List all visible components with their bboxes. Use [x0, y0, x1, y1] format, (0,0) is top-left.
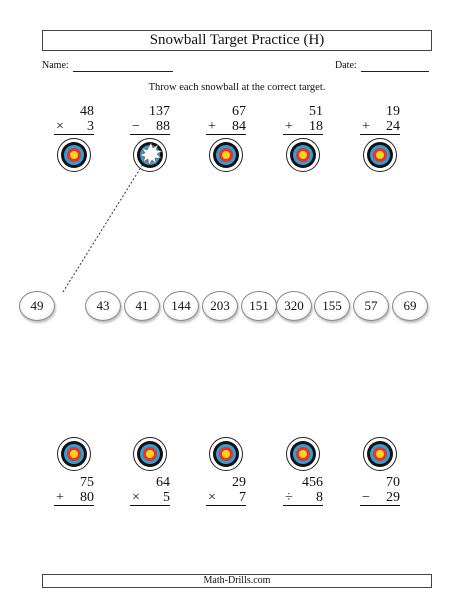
target-icon[interactable]: [363, 437, 397, 471]
bottom-problem-1-op: +: [56, 490, 64, 505]
bottom-problem-1-b: 80: [80, 490, 94, 505]
name-label: Name:: [42, 60, 69, 71]
snowball-6[interactable]: 151: [241, 291, 277, 321]
top-problem-2-a: 137: [149, 104, 170, 119]
top-problem-4-op: +: [285, 119, 293, 134]
bottom-problem-5: [360, 475, 400, 506]
bottom-problem-3: [206, 475, 246, 506]
snowball-2[interactable]: 43: [85, 291, 121, 321]
top-problem-4-b: 18: [309, 119, 323, 134]
target-icon[interactable]: [286, 437, 320, 471]
top-problem-4-a: 51: [309, 104, 323, 119]
snowball-8[interactable]: 155: [314, 291, 350, 321]
target-icon[interactable]: [57, 437, 91, 471]
bottom-problem-4-a: 456: [302, 475, 323, 490]
top-problem-3-a: 67: [232, 104, 246, 119]
bottom-problem-4-op: ÷: [285, 490, 293, 505]
snowball-1[interactable]: 49: [19, 291, 55, 321]
snowball-10[interactable]: 69: [392, 291, 428, 321]
instructions: Throw each snowball at the correct target.: [148, 82, 326, 93]
target-icon[interactable]: [209, 437, 243, 471]
snowball-3[interactable]: 41: [124, 291, 160, 321]
top-problem-5-op: +: [362, 119, 370, 134]
top-problem-5-a: 19: [386, 104, 400, 119]
bottom-problem-3-op: ×: [208, 490, 216, 505]
bottom-problem-2-op: ×: [132, 490, 140, 505]
top-problem-2-b: 88: [156, 119, 170, 134]
worksheet-title: Snowball Target Practice (H): [42, 30, 432, 51]
bottom-problem-3-a: 29: [232, 475, 246, 490]
top-problem-1-a: 48: [80, 104, 94, 119]
footer-site-name[interactable]: Math-Drills.com: [42, 574, 432, 588]
bottom-problem-2: [130, 475, 170, 506]
top-problem-2-op: −: [132, 119, 140, 134]
bottom-problem-1-a: 75: [80, 475, 94, 490]
top-problem-5-b: 24: [386, 119, 400, 134]
bottom-problem-1: [54, 475, 94, 506]
snowball-9[interactable]: 57: [353, 291, 389, 321]
bottom-problem-4: [283, 475, 323, 506]
bottom-problem-4-b: 8: [316, 490, 323, 505]
snowball-5[interactable]: 203: [202, 291, 238, 321]
bottom-problem-5-b: 29: [386, 490, 400, 505]
snowball-7[interactable]: 320: [276, 291, 312, 321]
bottom-problem-5-a: 70: [386, 475, 400, 490]
snowball-4[interactable]: 144: [163, 291, 199, 321]
date-label: Date:: [335, 60, 357, 71]
top-problem-3-b: 84: [232, 119, 246, 134]
bottom-problem-5-op: −: [362, 490, 370, 505]
top-problem-1-op: ×: [56, 119, 64, 134]
bottom-problem-2-a: 64: [156, 475, 170, 490]
top-problem-1-b: 3: [87, 119, 94, 134]
top-problem-3-op: +: [208, 119, 216, 134]
bottom-problem-2-b: 5: [163, 490, 170, 505]
bottom-problem-3-b: 7: [239, 490, 246, 505]
target-icon[interactable]: [133, 437, 167, 471]
